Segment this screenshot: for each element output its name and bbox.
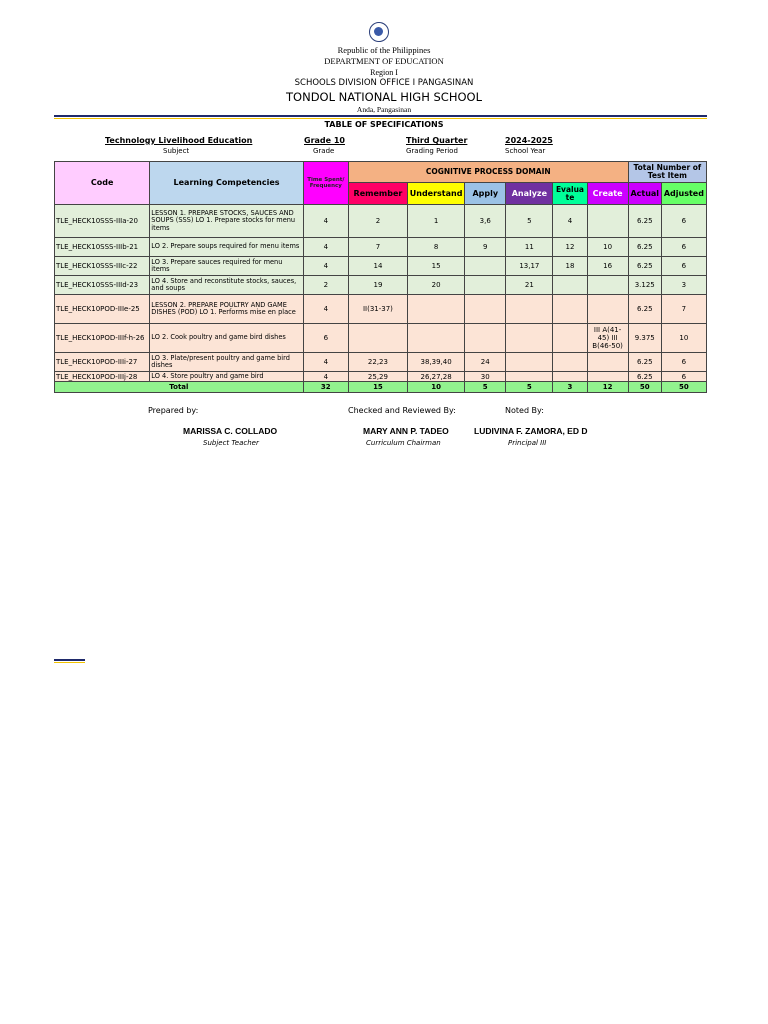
row-create-cell — [587, 205, 628, 238]
header-rule-gold — [54, 118, 707, 119]
row-competency: LESSON 2. PREPARE POULTRY AND GAME DISHES (POD) LO 1. Performs mise en place — [150, 295, 303, 324]
table-row — [55, 372, 707, 382]
competencies-header: Learning Competencies — [150, 162, 303, 205]
row-understand-cell: 38,39,40 — [408, 353, 465, 372]
school-address: Anda, Pangasinan — [356, 105, 412, 114]
actual-header: Actual — [628, 183, 661, 205]
noted-by-label: Noted By: — [505, 406, 544, 415]
row-analyze-cell: 11 — [506, 238, 553, 257]
total-time-cell: 32 — [303, 382, 348, 393]
row-understand-cell — [408, 324, 465, 353]
total-adjusted-cell: 50 — [661, 382, 706, 393]
row-evaluate-cell — [553, 372, 587, 382]
row-adjusted-cell: 6 — [661, 205, 706, 238]
row-apply-cell: 30 — [465, 372, 506, 382]
row-apply-cell — [465, 295, 506, 324]
row-time-cell: 4 — [303, 257, 348, 276]
row-competency: LO 3. Prepare sauces required for menu items — [150, 257, 303, 276]
total-analyze-cell: 5 — [506, 382, 553, 393]
row-adjusted-cell: 6 — [661, 372, 706, 382]
row-apply-cell — [465, 324, 506, 353]
row-remember-cell: 14 — [348, 257, 407, 276]
row-understand-cell: 26,27,28 — [408, 372, 465, 382]
total-remember-cell: 15 — [348, 382, 407, 393]
row-code: TLE_HECK10SSS-IIId-23 — [55, 276, 150, 295]
chairman-role: Curriculum Chairman — [366, 439, 441, 447]
grade-value: Grade 10 — [304, 136, 345, 145]
chairman-name: MARY ANN P. TADEO — [363, 426, 449, 436]
table-row — [55, 295, 707, 324]
row-analyze-cell — [506, 353, 553, 372]
total-row — [55, 382, 707, 393]
principal-role: Principal III — [508, 439, 547, 447]
year-value: 2024-2025 — [505, 136, 553, 145]
row-evaluate-cell — [553, 324, 587, 353]
republic-line: Republic of the Philippines — [337, 45, 431, 55]
checked-by-label: Checked and Reviewed By: — [348, 406, 456, 415]
row-time-cell: 4 — [303, 372, 348, 382]
division-line: SCHOOLS DIVISION OFFICE I PANGASINAN — [294, 78, 474, 88]
row-actual-cell: 6.25 — [628, 257, 661, 276]
row-remember-cell — [348, 324, 407, 353]
row-actual-cell: 9.375 — [628, 324, 661, 353]
total-evaluate-cell: 3 — [553, 382, 587, 393]
total-items-header: Total Number of Test Item — [628, 162, 706, 183]
row-time-cell: 4 — [303, 205, 348, 238]
deped-seal-icon — [369, 22, 389, 42]
row-remember-cell: 22,23 — [348, 353, 407, 372]
row-remember-cell: 2 — [348, 205, 407, 238]
domain-header: COGNITIVE PROCESS DOMAIN — [348, 162, 628, 183]
table-row — [55, 238, 707, 257]
row-evaluate-cell — [553, 353, 587, 372]
row-time-cell: 2 — [303, 276, 348, 295]
apply-header: Apply — [465, 183, 506, 205]
understand-header: Understand — [408, 183, 465, 205]
row-create-cell: III A(41-45) III B(46-50) — [587, 324, 628, 353]
period-value: Third Quarter — [406, 136, 468, 145]
row-create-cell — [587, 295, 628, 324]
row-adjusted-cell: 10 — [661, 324, 706, 353]
row-code: TLE_HECK10POD-IIIj-28 — [55, 372, 150, 382]
row-evaluate-cell: 18 — [553, 257, 587, 276]
row-remember-cell: 7 — [348, 238, 407, 257]
table-row — [55, 276, 707, 295]
row-remember-cell: 25,29 — [348, 372, 407, 382]
row-code: TLE_HECK10SSS-IIIa-20 — [55, 205, 150, 238]
row-time-cell: 4 — [303, 238, 348, 257]
table-row — [55, 324, 707, 353]
row-code: TLE_HECK10POD-IIIf-h-26 — [55, 324, 150, 353]
row-time-cell: 4 — [303, 353, 348, 372]
row-actual-cell: 6.25 — [628, 205, 661, 238]
row-actual-cell: 6.25 — [628, 353, 661, 372]
row-understand-cell: 1 — [408, 205, 465, 238]
row-evaluate-cell: 4 — [553, 205, 587, 238]
row-code: TLE_HECK10SSS-IIIb-21 — [55, 238, 150, 257]
row-competency: LESSON 1. PREPARE STOCKS, SAUCES AND SOUPS (SSS) LO 1. Prepare stocks for menu items — [150, 205, 303, 238]
row-code: TLE_HECK10POD-IIIe-25 — [55, 295, 150, 324]
principal-name: LUDIVINA F. ZAMORA, ED D — [474, 426, 588, 436]
row-evaluate-cell: 12 — [553, 238, 587, 257]
document-title: TABLE OF SPECIFICATIONS — [324, 120, 444, 129]
grade-label: Grade — [313, 147, 335, 155]
period-label: Grading Period — [406, 147, 458, 155]
row-actual-cell: 6.25 — [628, 372, 661, 382]
create-header: Create — [587, 183, 628, 205]
row-apply-cell — [465, 276, 506, 295]
row-create-cell: 10 — [587, 238, 628, 257]
total-understand-cell: 10 — [408, 382, 465, 393]
remember-header: Remember — [348, 183, 407, 205]
subject-value: Technology Livelihood Education — [105, 136, 253, 145]
row-remember-cell: II(31-37) — [348, 295, 407, 324]
row-evaluate-cell — [553, 276, 587, 295]
teacher-name: MARISSA C. COLLADO — [183, 426, 278, 436]
row-analyze-cell: 21 — [506, 276, 553, 295]
analyze-header: Analyze — [506, 183, 553, 205]
row-understand-cell: 8 — [408, 238, 465, 257]
evaluate-header: Evalua te — [553, 183, 587, 205]
header-rule-navy — [54, 115, 707, 117]
row-evaluate-cell — [553, 295, 587, 324]
footer-rule-gold — [54, 662, 85, 663]
department-line: DEPARTMENT OF EDUCATION — [324, 56, 444, 66]
row-adjusted-cell: 3 — [661, 276, 706, 295]
row-code: TLE_HECK10SSS-IIIc-22 — [55, 257, 150, 276]
row-adjusted-cell: 6 — [661, 353, 706, 372]
row-analyze-cell: 13,17 — [506, 257, 553, 276]
row-analyze-cell — [506, 372, 553, 382]
total-actual-cell: 50 — [628, 382, 661, 393]
row-apply-cell: 3,6 — [465, 205, 506, 238]
row-time-cell: 6 — [303, 324, 348, 353]
total-create-cell: 12 — [587, 382, 628, 393]
row-analyze-cell: 5 — [506, 205, 553, 238]
total-label: Total — [55, 382, 304, 393]
footer-rule-navy — [54, 659, 85, 661]
row-understand-cell: 20 — [408, 276, 465, 295]
specifications-table — [54, 161, 707, 393]
row-create-cell: 16 — [587, 257, 628, 276]
row-adjusted-cell: 7 — [661, 295, 706, 324]
row-actual-cell: 3.125 — [628, 276, 661, 295]
row-remember-cell: 19 — [348, 276, 407, 295]
row-adjusted-cell: 6 — [661, 238, 706, 257]
teacher-role: Subject Teacher — [203, 439, 259, 447]
row-competency: LO 2. Prepare soups required for menu items — [150, 238, 303, 257]
school-name: TONDOL NATIONAL HIGH SCHOOL — [286, 90, 482, 104]
table-row — [55, 353, 707, 372]
row-competency: LO 4. Store and reconstitute stocks, sauces, and soups — [150, 276, 303, 295]
row-apply-cell — [465, 257, 506, 276]
row-analyze-cell — [506, 295, 553, 324]
row-competency: LO 2. Cook poultry and game bird dishes — [150, 324, 303, 353]
row-understand-cell: 15 — [408, 257, 465, 276]
row-adjusted-cell: 6 — [661, 257, 706, 276]
row-actual-cell: 6.25 — [628, 238, 661, 257]
region-line: Region I — [370, 68, 398, 77]
subject-label: Subject — [163, 147, 190, 155]
row-code: TLE_HECK10POD-IIIi-27 — [55, 353, 150, 372]
prepared-by-label: Prepared by: — [148, 406, 199, 415]
row-create-cell — [587, 276, 628, 295]
total-apply-cell: 5 — [465, 382, 506, 393]
table-row — [55, 205, 707, 238]
row-apply-cell: 9 — [465, 238, 506, 257]
row-actual-cell: 6.25 — [628, 295, 661, 324]
row-create-cell — [587, 372, 628, 382]
adjusted-header: Adjusted — [661, 183, 706, 205]
code-header: Code — [55, 162, 150, 205]
row-apply-cell: 24 — [465, 353, 506, 372]
table-row — [55, 257, 707, 276]
year-label: School Year — [505, 147, 546, 155]
row-time-cell: 4 — [303, 295, 348, 324]
row-create-cell — [587, 353, 628, 372]
time-spent-header: Time Spent/ Frequency — [303, 162, 348, 205]
row-competency: LO 4. Store poultry and game bird — [150, 372, 303, 382]
row-understand-cell — [408, 295, 465, 324]
row-analyze-cell — [506, 324, 553, 353]
row-competency: LO 3. Plate/present poultry and game bird dishes — [150, 353, 303, 372]
